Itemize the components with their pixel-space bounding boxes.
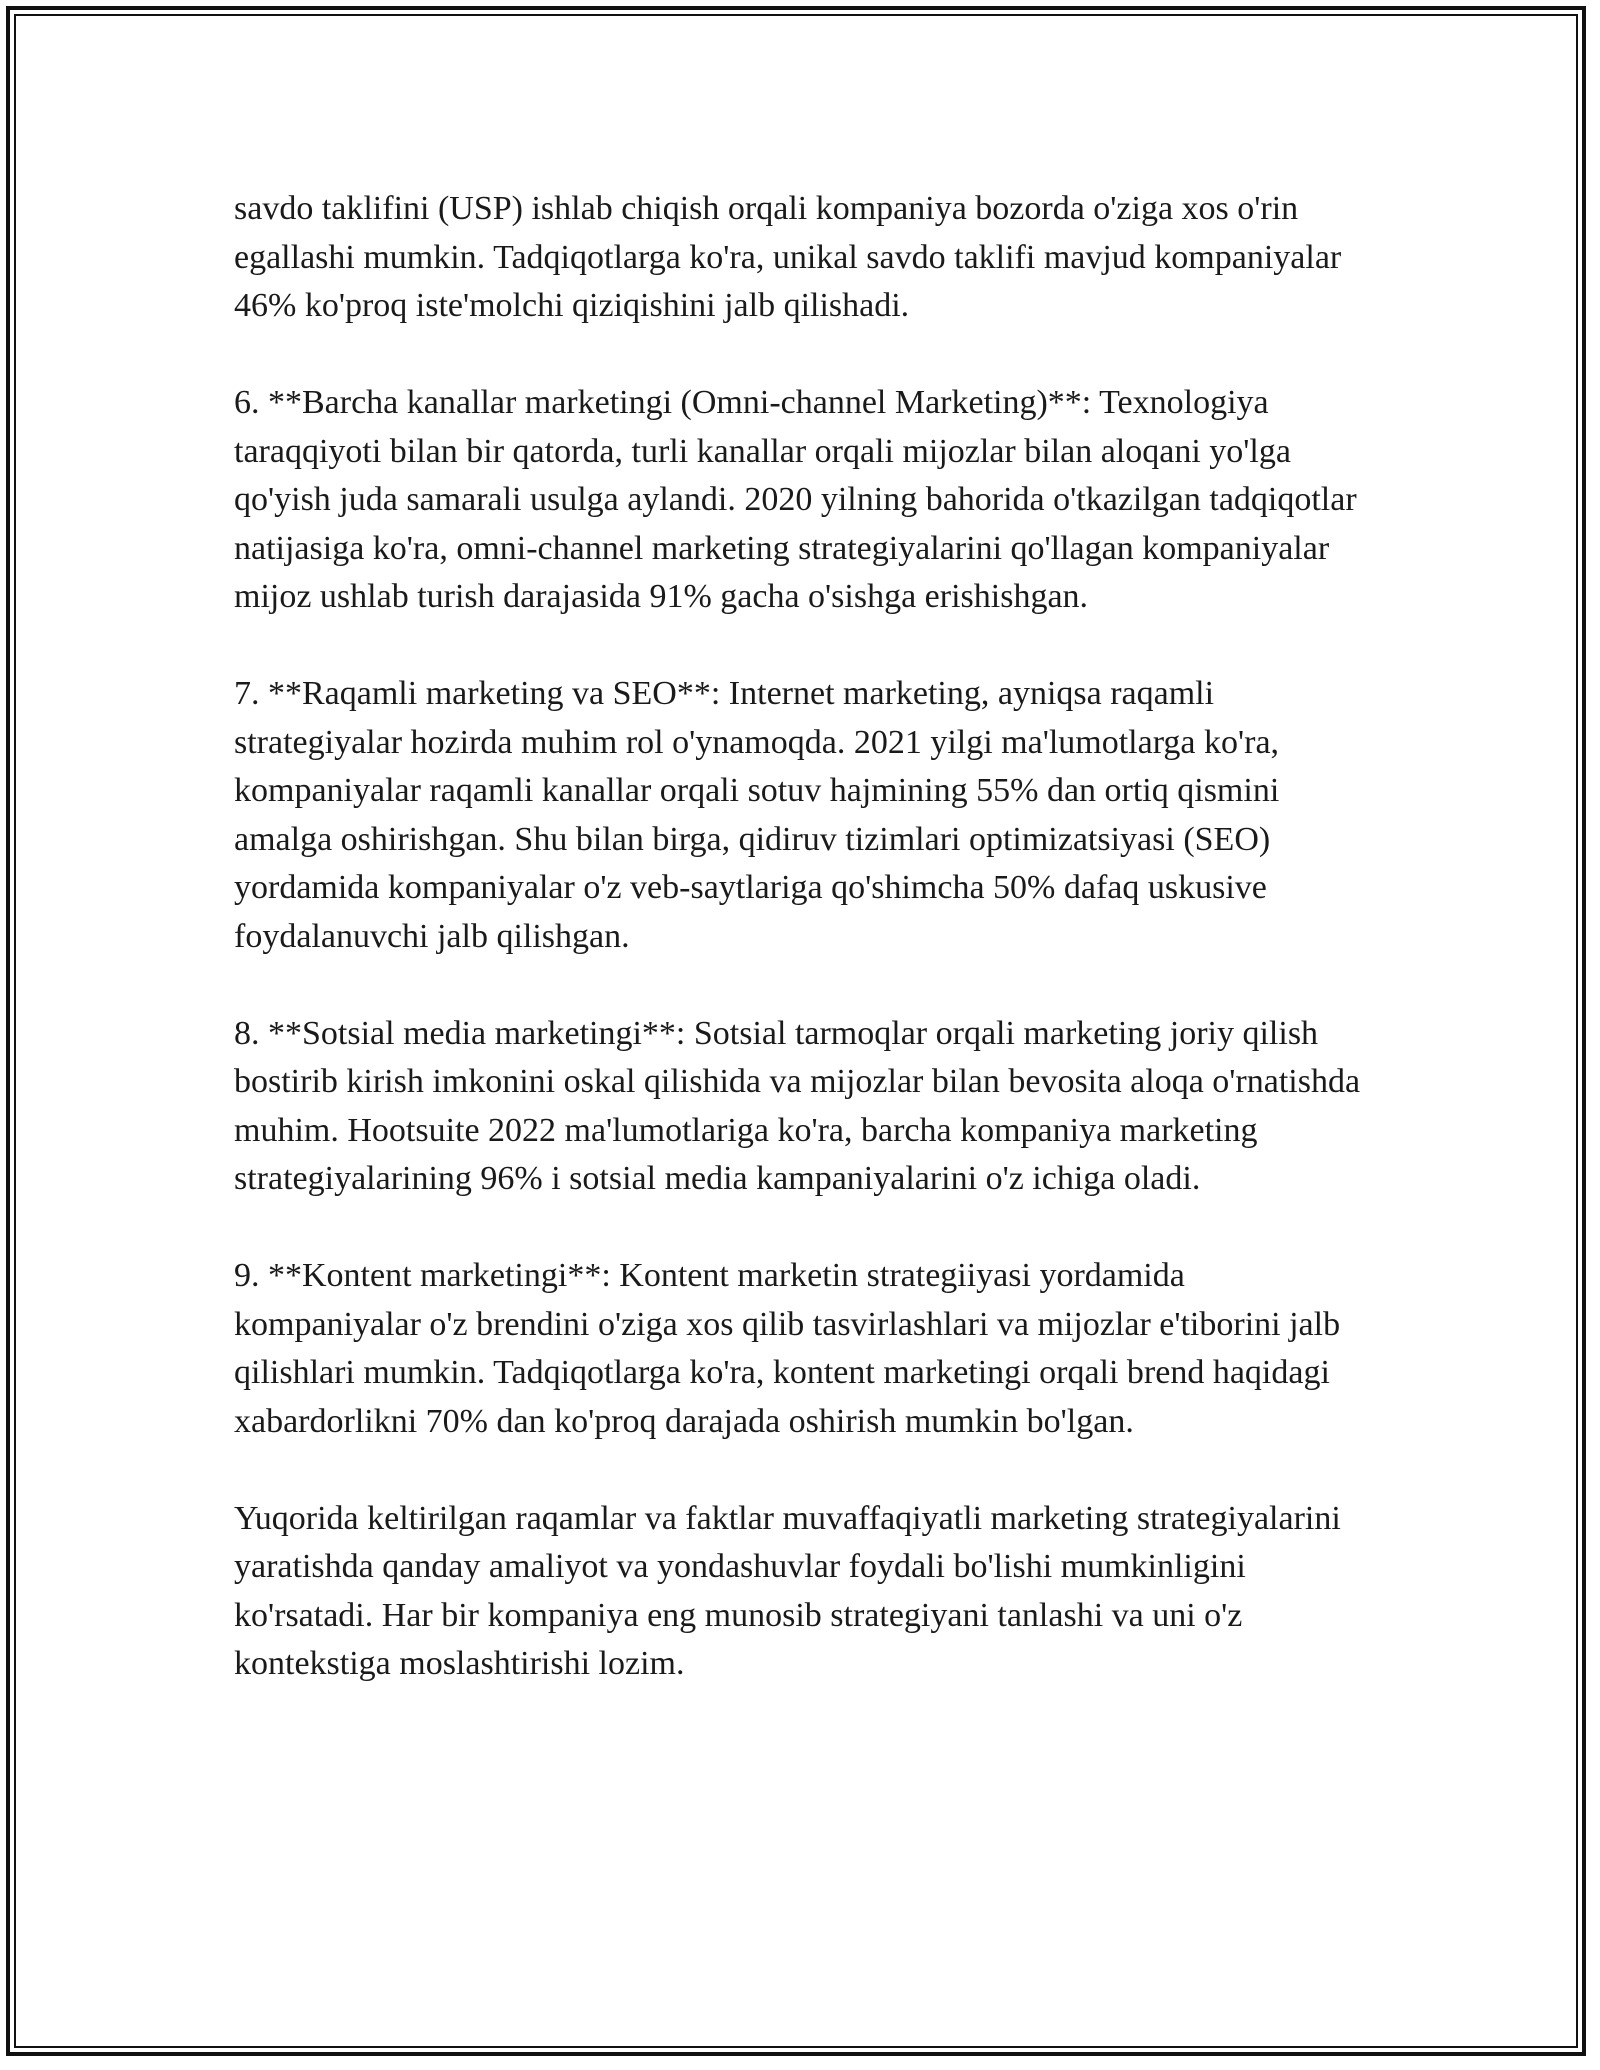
- document-body: [234, 185, 1379, 1689]
- paragraph-content-marketing: 9. **Kontent marketingi**: Kontent marketin strategiiyasi yordamida kompaniyalar o'z brendini o'ziga xos qilib tasvirlashlari va mijozlar e'tiborini jalb qilishlari mumkin. Tadqiqotlarga ko'ra, kontent marketingi orqali brend haqidagi xabardorlikni 70% dan ko'proq darajada oshirish mumkin bo'lgan.: [234, 1257, 1341, 1440]
- paragraph-conclusion: Yuqorida keltirilgan raqamlar va faktlar muvaffaqiyatli marketing strategiyalarini yaratishda qanday amaliyot va yondashuvlar foydali bo'lishi mumkinligini ko'rsatadi. Har bir kompaniya eng munosib strategiyani tanlashi va uni o'z kontekstiga moslashtirishi lozim.: [234, 1499, 1341, 1682]
- paragraph-usp: savdo taklifini (USP) ishlab chiqish orqali kompaniya bozorda o'ziga xos o'rin egallashi mumkin. Tadqiqotlarga ko'ra, unikal savdo taklifi mavjud kompaniyalar 46% ko'proq iste'molchi qiziqishini jalb qilishadi.: [234, 190, 1342, 324]
- paragraph-omni-channel: 6. **Barcha kanallar marketingi (Omni-channel Marketing)**: Texnologiya taraqqiyoti bilan bir qatorda, turli kanallar orqali mijozlar bilan aloqani yo'lga qo'yish juda samarali usulga aylandi. 2020 yilning bahorida o'tkazilgan tadqiqotlar natijasiga ko'ra, omni-channel marketing strategiyalarini qo'llagan kompaniyalar mijoz ushlab turish darajasida 91% gacha o'sishga erishishgan.: [234, 384, 1357, 615]
- paragraph-digital-seo: 7. **Raqamli marketing va SEO**: Internet marketing, ayniqsa raqamli strategiyalar hozirda muhim rol o'ynamoqda. 2021 yilgi ma'lumotlarga ko'ra, kompaniyalar raqamli kanallar orqali sotuv hajmining 55% dan ortiq qismini amalga oshirishgan. Shu bilan birga, qidiruv tizimlari optimizatsiyasi (SEO) yordamida kompaniyalar o'z veb-saytlariga qo'shimcha 50% dafaq uskusive foydalanuvchi jalb qilishgan.: [234, 675, 1280, 955]
- paragraph-social-media: 8. **Sotsial media marketingi**: Sotsial tarmoqlar orqali marketing joriy qilish bostirib kirish imkonini oskal qilishida va mijozlar bilan bevosita aloqa o'rnatishda muhim. Hootsuite 2022 ma'lumotlariga ko'ra, barcha kompaniya marketing strategiyalarining 96% i sotsial media kampaniyalarini o'z ichiga oladi.: [234, 1014, 1361, 1197]
